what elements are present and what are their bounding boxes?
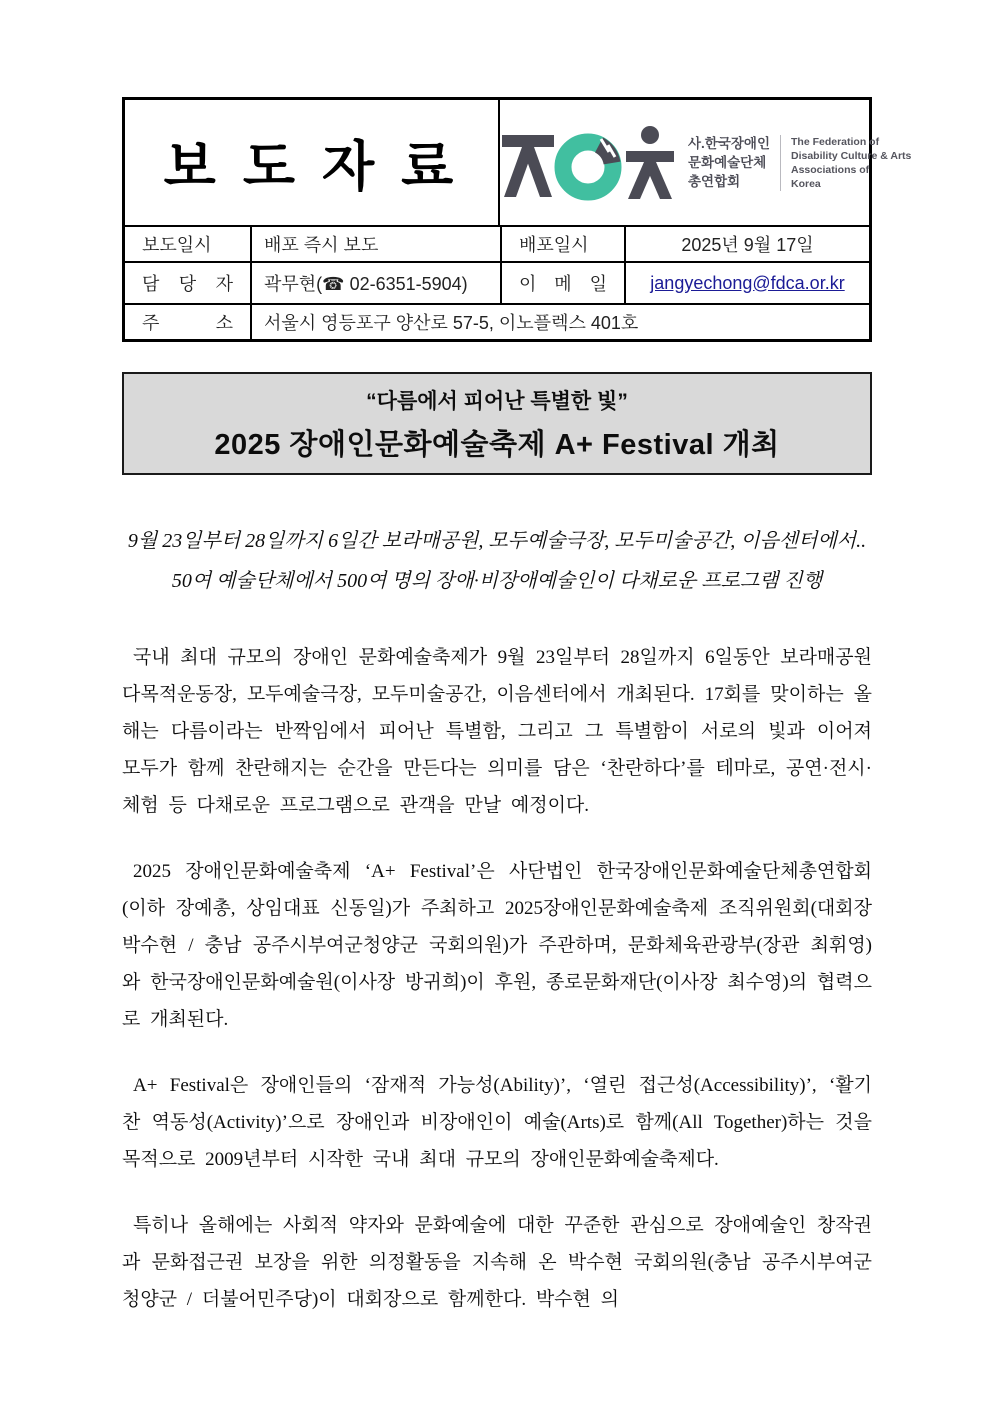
address-label: 주 소 — [142, 313, 233, 333]
headline-box — [122, 372, 872, 475]
org-logo — [500, 100, 911, 225]
email-label-cell — [500, 263, 624, 303]
address-value: 서울시 영등포구 양산로 57-5, 이노플렉스 401호 — [250, 305, 869, 339]
release-date-label-cell — [500, 227, 624, 261]
deck-line-2: 50여 예술단체에서 500여 명의 장애·비장애예술인이 다채로운 프로그램 진행 — [171, 570, 823, 592]
email-label: 이 메 일 — [519, 274, 607, 294]
headline-subtitle: “다름에서 피어난 특별한 빛” — [366, 389, 628, 413]
org-kr-line: 문화예술단체 — [688, 155, 767, 170]
info-row-contact — [125, 261, 869, 303]
logo-divider — [780, 135, 781, 191]
release-date-label: 배포일시 — [519, 235, 589, 255]
org-en-line: The Federation of — [791, 135, 880, 148]
org-kr-line: 사.한국장애인 — [688, 136, 770, 151]
body-paragraph-3: A+ Festival은 장애인들의 ‘잠재적 가능성(Ability)’, ‘열린 접근성(Accessibility)’, ‘활기찬 역동성(Activity)’으로 장애인과 비장애인이 예술(Arts)로 함께(All Together)하는 것을 목적으로 2009년부터 시작한 국내 최대 규모의 장애인문화예술축제다. — [122, 1075, 872, 1170]
body-text — [122, 639, 872, 1318]
address-label-cell — [125, 305, 250, 339]
body-paragraph-1: 국내 최대 규모의 장애인 문화예술축제가 9월 23일부터 28일까지 6일동안 보라매공원 다목적운동장, 모두예술극장, 모두미술공간, 이음센터에서 개최된다. 17회를 맞이하는 올해는 다름이라는 반짝임에서 피어난 특별함, 그리고 그 특별함이 서로의 빛과 이어져 모두가 함께 찬란해지는 순간을 만든다는 의미를 담은 ‘찬란하다’를 테마로, 공연·전시·체험 등 다채로운 프로그램으로 관객을 만날 예정이다. — [122, 647, 872, 816]
document-content — [122, 97, 912, 1318]
info-row-address — [125, 303, 869, 339]
fdca-logo-mark-icon — [500, 125, 678, 201]
masthead — [125, 100, 912, 225]
press-release-title: 보 도 자 료 — [163, 137, 460, 197]
contact-label-cell — [125, 263, 250, 303]
email-value-cell — [624, 263, 869, 303]
org-kr-line: 총연합회 — [688, 174, 741, 189]
deck-line-1: 9월 23일부터 28일까지 6일간 보라매공원, 모두예술극장, 모두미술공간, 이음센터에서.. — [127, 530, 867, 552]
org-name-english — [791, 135, 911, 191]
body-paragraph-4: 특히나 올해에는 사회적 약자와 문화예술에 대한 꾸준한 관심으로 장애예술인 창작권과 문화접근권 보장을 위한 의정활동을 지속해 온 박수현 국회의원(충남 공주시부여군청양군 / 더불어민주당)이 대회장으로 함께한다. 박수현 의 — [122, 1215, 872, 1310]
report-date-value: 배포 즉시 보도 — [250, 227, 500, 261]
release-date-value: 2025년 9월 17일 — [624, 227, 869, 261]
org-en-line: Korea — [791, 177, 821, 190]
masthead-info-box — [122, 97, 912, 342]
contact-label: 담 당 자 — [142, 274, 233, 294]
org-en-line: Disability Culture & Arts — [791, 149, 912, 162]
masthead-title-cell — [125, 100, 500, 225]
report-date-label-cell — [125, 227, 250, 261]
headline-title: 2025 장애인문화예술축제 A+ Festival 개최 — [214, 428, 780, 461]
org-name-korean — [688, 134, 770, 191]
contact-value: 곽무현(☎ 02-6351-5904) — [250, 263, 500, 303]
email-link[interactable]: jangyechong@fdca.or.kr — [650, 272, 845, 293]
info-row-report — [125, 225, 869, 261]
org-en-line: Associations of — [791, 163, 870, 176]
deck — [122, 521, 872, 601]
body-paragraph-2: 2025 장애인문화예술축제 ‘A+ Festival’은 사단법인 한국장애인문화예술단체총연합회(이하 장예총, 상임대표 신동일)가 주최하고 2025장애인문화예술축제 조직위원회(대회장 박수현 / 충남 공주시부여군청양군 국회의원)가 주관하며, 문화체육관광부(장관 최휘영)와 한국장애인문화예술원(이사장 방귀희)이 후원, 종로문화재단(이사장 최수영)의 협력으로 개최된다. — [122, 861, 872, 1030]
report-date-label: 보도일시 — [142, 235, 212, 255]
